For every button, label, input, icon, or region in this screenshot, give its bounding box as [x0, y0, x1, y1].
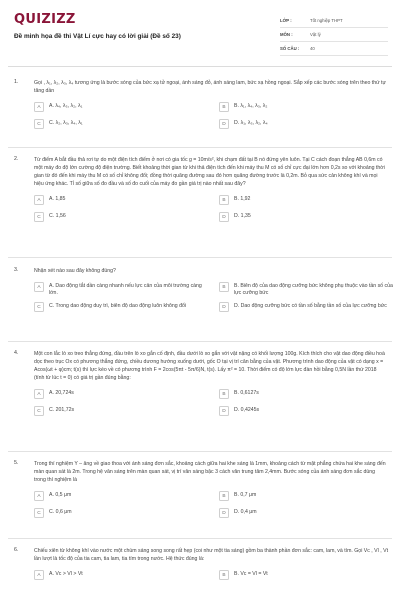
meta-key: SỐ CÂU :	[280, 46, 300, 51]
option-text: C. Trong dao động duy trì, biên độ dao động luôn không đổi	[49, 303, 186, 310]
option-d[interactable]	[219, 507, 394, 520]
option-text: A. 1,85	[49, 196, 66, 202]
question-divider	[8, 341, 392, 342]
quizizz-logo: QUIZIZZ	[14, 12, 76, 27]
question-text: Một con lắc lò xo treo thẳng đứng, đầu trên lò xo gắn cố định, đầu dưới lò xo gắn với vật nặng có khối lượng 100g. Kích thích cho vật dao động điều hoà dọc theo trục Ox có phương thẳng đứng, chiều dương hướng xuống dưới, gốc O tại vị trí cân bằng của vật. Phương trình dao động của vật có dạng x = Acos(ωt + φ)cm; t(s) thì lực kéo về có phương trình F = 2cos(5πt - 5π/6)N, t(s). Lấy π² = 10. Thời điểm có độ lớn lực đàn hồi bằng 0,5N lần thứ 2018 (tính từ lúc t = 0) có giá trị gần đúng bằng:	[34, 351, 385, 381]
meta-row-subject	[280, 28, 388, 42]
options-grid	[34, 490, 388, 520]
option-text: B. 1,92	[234, 196, 251, 202]
option-letter: B	[219, 195, 229, 205]
question-text: Từ điểm A bắt đầu thả rơi tự do một điện tích điểm ở nơi có gia tốc g = 10m/s², khi chạm đất tại B nó đứng yên luôn. Tại C cách đoạn thẳng AB 0,6m có một máy đo độ lớn cường độ điện trường. Biết khoảng thời gian từ khi thả điện tích đến khi máy thu M có số chỉ cực đại lớn hơn 0,2s so với khoảng thời gian từ đó đến khi máy thu M có số chỉ không đổi; đồng thời quãng đường sau đó hơn quãng đường trước là 0,2m. Bỏ qua sức cản không khí và mọi hiệu ứng khác. Tỉ số giữa số đo đầu và số đo cuối của máy đo gần giá trị nào nhất sau đây?	[34, 157, 385, 187]
option-a[interactable]	[34, 490, 209, 503]
option-letter: C	[34, 302, 44, 312]
option-c[interactable]	[34, 211, 209, 224]
option-text: D. 1,35	[234, 213, 251, 219]
question-text: Trong thí nghiệm Y – âng về giao thoa với ánh sáng đơn sắc, khoảng cách giữa hai khe sáng là 1mm, khoảng cách từ mặt phẳng chứa hai khe sáng đến màn quan sát là 2m. Trong hệ vân sáng trên màn quan sát, vị trí vân sáng bậc 3 cách vân trung tâm 2,4mm. Bước sóng của ánh sáng đơn sắc dùng trong thí nghiệm là	[34, 461, 386, 483]
option-letter: A	[34, 102, 44, 112]
question-divider	[8, 257, 392, 258]
option-text: C. 1,56	[49, 213, 66, 219]
option-letter: D	[219, 302, 229, 312]
question-6	[14, 547, 388, 582]
option-letter: C	[34, 508, 44, 518]
question-1	[14, 79, 388, 131]
meta-key: MÔN :	[280, 32, 293, 37]
option-text: C. 0,6 μm	[49, 509, 72, 515]
question-divider	[8, 451, 392, 452]
meta-row-question-count	[280, 42, 388, 56]
question-number: 1.	[14, 79, 19, 85]
meta-table	[280, 14, 388, 56]
option-text: D. λ₁, λ₃, λ₂, λ₄	[234, 120, 268, 126]
question-number: 2.	[14, 156, 19, 162]
options-grid	[34, 388, 388, 418]
option-letter: A	[34, 195, 44, 205]
question-text: Chiếu xiên từ không khí vào nước một chùm sáng song song rất hẹp (coi như một tia sáng) gồm ba thành phần đơn sắc: cam, lam, và tím. Gọi Vc , Vl , Vt lần lượt là tốc độ của tia cam, tia lam, tia tím trong nước. Hệ thức đúng là:	[34, 548, 389, 562]
option-text: C. λ₂, λ₃, λ₄, λ₁	[49, 120, 83, 126]
option-a[interactable]	[34, 101, 209, 114]
option-letter: D	[219, 212, 229, 222]
meta-value: 40	[310, 46, 315, 51]
option-text: B. 0,7 μm	[234, 492, 257, 498]
option-d[interactable]	[219, 301, 394, 314]
option-letter: C	[34, 212, 44, 222]
option-text: A. λ₄, λ₃, λ₂, λ₁	[49, 103, 83, 109]
option-c[interactable]	[34, 118, 209, 131]
question-text: Gọi , λ₁, λ₂, λ₃, λ₄ tương ứng là bước sóng của bức xạ tử ngoại, ánh sáng đỏ, ánh sáng lam, bức xạ hồng ngoại. Sắp xếp các bước sóng trên theo thứ tự tăng dần	[34, 80, 386, 94]
option-text: A. 0,5 μm	[49, 492, 72, 498]
option-b[interactable]	[219, 281, 394, 297]
option-letter: D	[219, 406, 229, 416]
option-d[interactable]	[219, 118, 394, 131]
option-text: A. Vc > Vl > Vt	[49, 571, 83, 577]
meta-value: Vật lý	[310, 32, 321, 37]
option-text: C. 201,72s	[49, 407, 75, 413]
document-title: Đề minh họa đề thi Vật Lí cực hay có lời giải (Đề số 23)	[14, 33, 181, 40]
option-text: B. λ₁, λ₄, λ₃, λ₂	[234, 103, 268, 109]
option-a[interactable]	[34, 281, 209, 297]
question-number: 5.	[14, 460, 19, 466]
question-number: 6.	[14, 547, 19, 553]
option-b[interactable]	[219, 194, 394, 207]
option-letter: A	[34, 282, 44, 292]
option-letter: B	[219, 102, 229, 112]
option-letter: A	[34, 570, 44, 580]
option-text: A. 20,724s	[49, 390, 74, 396]
option-letter: A	[34, 389, 44, 399]
options-grid	[34, 281, 393, 314]
option-d[interactable]	[219, 405, 394, 418]
question-number: 4.	[14, 350, 19, 356]
option-letter: A	[34, 491, 44, 501]
option-text: D. 0,4 μm	[234, 509, 257, 515]
question-4	[14, 350, 388, 418]
option-a[interactable]	[34, 194, 209, 207]
option-b[interactable]	[219, 101, 394, 114]
option-a[interactable]	[34, 388, 209, 401]
option-letter: B	[219, 570, 229, 580]
option-b[interactable]	[219, 388, 394, 401]
header-divider	[8, 66, 392, 67]
option-letter: C	[34, 119, 44, 129]
option-c[interactable]	[34, 301, 209, 314]
question-divider	[8, 538, 392, 539]
option-letter: D	[219, 508, 229, 518]
meta-key: LỚP :	[280, 18, 292, 23]
options-grid	[34, 569, 388, 582]
question-3	[14, 267, 393, 314]
question-5	[14, 460, 388, 520]
option-b[interactable]	[219, 490, 394, 503]
meta-row-class	[280, 14, 388, 28]
option-text: B. Vc = Vl = Vt	[234, 571, 268, 577]
options-grid	[34, 101, 388, 131]
option-text: B. Biên độ của dao động cưỡng bức không phụ thuộc vào tần số của lực cưỡng bức	[234, 283, 393, 297]
option-letter: B	[219, 282, 229, 292]
meta-value: Tốt nghiệp THPT	[310, 18, 343, 23]
option-text: B. 0,6127s	[234, 390, 259, 396]
option-text: A. Dao động tắt dần càng nhanh nếu lực cản của môi trường càng lớn.	[49, 283, 202, 297]
option-text: D. 0,4245s	[234, 407, 260, 413]
option-letter: C	[34, 406, 44, 416]
question-divider	[8, 147, 392, 148]
option-d[interactable]	[219, 211, 394, 224]
option-letter: D	[219, 119, 229, 129]
question-text: Nhận xét nào sau đây không đúng?	[34, 268, 116, 274]
option-b[interactable]	[219, 569, 394, 582]
option-a[interactable]	[34, 569, 209, 582]
option-letter: B	[219, 389, 229, 399]
option-c[interactable]	[34, 405, 209, 418]
option-letter: B	[219, 491, 229, 501]
options-grid	[34, 194, 388, 224]
option-text: D. Dao động cưỡng bức có tần số bằng tần số của lực cưỡng bức	[234, 303, 387, 310]
question-2	[14, 156, 388, 224]
question-number: 3.	[14, 267, 19, 273]
option-c[interactable]	[34, 507, 209, 520]
